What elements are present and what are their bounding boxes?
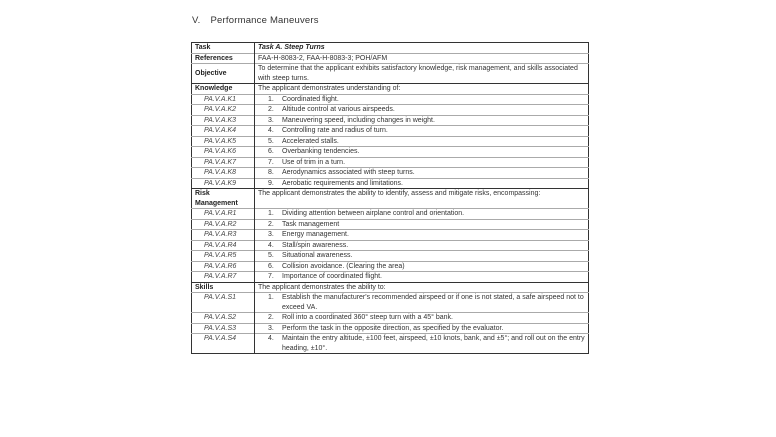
risk-management-element-line xyxy=(258,251,585,261)
risk-management-element-text xyxy=(255,240,589,251)
risk-management-element-code: PA.V.A.R4 xyxy=(192,240,255,251)
risk-management-intro-row xyxy=(192,189,589,209)
skills-element-text xyxy=(255,334,589,354)
risk-management-element-row xyxy=(192,230,589,241)
risk-management-element-text xyxy=(255,209,589,220)
knowledge-element-row xyxy=(192,126,589,137)
risk-management-element-code: PA.V.A.R2 xyxy=(192,219,255,230)
section-name: Performance Maneuvers xyxy=(210,15,319,26)
risk-management-element-row xyxy=(192,219,589,230)
references-value: FAA-H-8083-2, FAA-H-8083-3; POH/AFM xyxy=(255,53,589,64)
knowledge-element-number: 7. xyxy=(268,158,274,166)
risk-management-label-line2: Management xyxy=(195,199,238,207)
knowledge-element-number: 3. xyxy=(268,116,274,124)
acs-task-table xyxy=(191,42,589,354)
risk-management-element-row xyxy=(192,261,589,272)
risk-management-element-line xyxy=(258,241,585,251)
knowledge-element-code: PA.V.A.K5 xyxy=(192,136,255,147)
knowledge-element-description: Controlling rate and radius of turn. xyxy=(282,127,388,134)
skills-intro: The applicant demonstrates the ability to: xyxy=(255,282,589,293)
knowledge-element-code: PA.V.A.K1 xyxy=(192,94,255,105)
risk-management-element-number: 4. xyxy=(268,241,274,249)
knowledge-element-code: PA.V.A.K4 xyxy=(192,126,255,137)
skills-element-text xyxy=(255,293,589,313)
skills-element-description: Establish the manufacturer's recommended airspeed or if one is not stated, a safe airspeed not to exceed VA. xyxy=(282,294,584,311)
knowledge-element-description: Use of trim in a turn. xyxy=(282,158,346,166)
knowledge-element-line xyxy=(258,95,585,105)
risk-management-element-line xyxy=(258,262,585,272)
risk-management-element-description: Importance of coordinated flight. xyxy=(282,273,383,280)
knowledge-element-row xyxy=(192,105,589,116)
knowledge-element-row xyxy=(192,115,589,126)
references-row xyxy=(192,53,589,64)
knowledge-element-text xyxy=(255,105,589,116)
knowledge-intro: The applicant demonstrates understanding of: xyxy=(255,84,589,95)
knowledge-element-description: Accelerated stalls. xyxy=(282,137,339,145)
knowledge-element-line xyxy=(258,137,585,147)
knowledge-element-text xyxy=(255,94,589,105)
knowledge-element-description: Overbanking tendencies. xyxy=(282,148,360,155)
risk-management-element-text xyxy=(255,219,589,230)
section-title xyxy=(192,15,329,26)
skills-element-text xyxy=(255,313,589,324)
risk-management-element-line xyxy=(258,209,585,219)
knowledge-element-row xyxy=(192,94,589,105)
knowledge-element-description: Aerobatic requirements and limitations. xyxy=(282,179,404,187)
skills-intro-row xyxy=(192,282,589,293)
risk-management-element-code: PA.V.A.R7 xyxy=(192,272,255,283)
knowledge-element-number: 2. xyxy=(268,106,274,113)
skills-element-number: 4. xyxy=(268,335,274,342)
skills-element-row xyxy=(192,313,589,324)
knowledge-element-text xyxy=(255,178,589,189)
skills-element-code: PA.V.A.S4 xyxy=(192,334,255,354)
knowledge-element-code: PA.V.A.K6 xyxy=(192,147,255,158)
skills-element-row xyxy=(192,293,589,313)
skills-element-code: PA.V.A.S2 xyxy=(192,313,255,324)
skills-label: Skills xyxy=(192,282,255,293)
risk-management-intro: The applicant demonstrates the ability to identify, assess and mitigate risks, encompassing: xyxy=(255,189,589,209)
knowledge-element-number: 4. xyxy=(268,127,274,134)
risk-management-element-description: Energy management. xyxy=(282,231,349,238)
knowledge-element-row xyxy=(192,147,589,158)
risk-management-element-text xyxy=(255,251,589,262)
risk-management-element-number: 7. xyxy=(268,273,274,280)
skills-element-number: 2. xyxy=(268,314,274,321)
knowledge-element-text xyxy=(255,157,589,168)
risk-management-element-row xyxy=(192,251,589,262)
skills-element-row xyxy=(192,334,589,354)
knowledge-element-row xyxy=(192,157,589,168)
risk-management-element-text xyxy=(255,272,589,283)
knowledge-element-code: PA.V.A.K7 xyxy=(192,157,255,168)
knowledge-element-row xyxy=(192,136,589,147)
skills-element-row xyxy=(192,323,589,334)
risk-management-element-line xyxy=(258,272,585,282)
references-label: References xyxy=(192,53,255,64)
task-label: Task xyxy=(192,43,255,54)
skills-element-code: PA.V.A.S3 xyxy=(192,323,255,334)
knowledge-label: Knowledge xyxy=(192,84,255,95)
skills-element-line xyxy=(258,334,585,353)
objective-value: To determine that the applicant exhibits satisfactory knowledge, risk management, and skills associated with steep turns. xyxy=(255,64,589,84)
knowledge-element-text xyxy=(255,147,589,158)
knowledge-element-text xyxy=(255,136,589,147)
knowledge-element-line xyxy=(258,179,585,189)
objective-row xyxy=(192,64,589,84)
knowledge-element-description: Aerodynamics associated with steep turns. xyxy=(282,169,415,176)
knowledge-element-row xyxy=(192,178,589,189)
knowledge-element-number: 5. xyxy=(268,137,274,145)
risk-management-element-code: PA.V.A.R1 xyxy=(192,209,255,220)
task-row xyxy=(192,43,589,54)
risk-management-label-line1: Risk xyxy=(195,190,210,197)
skills-element-code: PA.V.A.S1 xyxy=(192,293,255,313)
risk-management-element-number: 1. xyxy=(268,210,274,217)
risk-management-element-code: PA.V.A.R6 xyxy=(192,261,255,272)
risk-management-element-row xyxy=(192,240,589,251)
risk-management-element-description: Stall/spin awareness. xyxy=(282,241,349,249)
knowledge-element-description: Altitude control at various airspeeds. xyxy=(282,106,395,113)
skills-element-description: Maintain the entry altitude, ±100 feet, airspeed, ±10 knots, bank, and ±5°; and roll out on the entry heading, ±10°. xyxy=(282,335,585,352)
skills-element-description: Perform the task in the opposite direction, as specified by the evaluator. xyxy=(282,324,504,332)
risk-management-element-code: PA.V.A.R3 xyxy=(192,230,255,241)
knowledge-element-line xyxy=(258,147,585,157)
risk-management-element-description: Collision avoidance. (Clearing the area) xyxy=(282,262,405,270)
knowledge-element-number: 6. xyxy=(268,148,274,155)
skills-element-number: 1. xyxy=(268,294,274,301)
knowledge-element-code: PA.V.A.K3 xyxy=(192,115,255,126)
skills-element-line xyxy=(258,293,585,312)
risk-management-element-row xyxy=(192,209,589,220)
knowledge-element-number: 8. xyxy=(268,169,274,176)
knowledge-element-description: Maneuvering speed, including changes in weight. xyxy=(282,116,435,124)
knowledge-element-number: 9. xyxy=(268,179,274,187)
risk-management-element-line xyxy=(258,230,585,240)
knowledge-intro-row xyxy=(192,84,589,95)
knowledge-element-line xyxy=(258,126,585,136)
skills-element-number: 3. xyxy=(268,324,274,332)
knowledge-element-row xyxy=(192,168,589,179)
knowledge-element-code: PA.V.A.K2 xyxy=(192,105,255,116)
knowledge-element-text xyxy=(255,168,589,179)
knowledge-element-text xyxy=(255,115,589,126)
risk-management-element-row xyxy=(192,272,589,283)
knowledge-element-description: Coordinated flight. xyxy=(282,95,339,103)
knowledge-element-number: 1. xyxy=(268,95,274,103)
risk-management-element-line xyxy=(258,220,585,230)
skills-element-description: Roll into a coordinated 360° steep turn with a 45° bank. xyxy=(282,314,453,321)
risk-management-element-number: 2. xyxy=(268,220,274,228)
knowledge-element-line xyxy=(258,158,585,168)
knowledge-element-code: PA.V.A.K8 xyxy=(192,168,255,179)
risk-management-element-number: 3. xyxy=(268,231,274,238)
knowledge-element-line xyxy=(258,105,585,115)
knowledge-element-line xyxy=(258,168,585,178)
risk-management-element-description: Situational awareness. xyxy=(282,252,353,259)
risk-management-label xyxy=(192,189,255,209)
section-numeral: V. xyxy=(192,15,201,26)
risk-management-element-number: 5. xyxy=(268,252,274,259)
risk-management-element-description: Dividing attention between airplane control and orientation. xyxy=(282,210,465,217)
skills-element-line xyxy=(258,324,585,334)
knowledge-element-line xyxy=(258,116,585,126)
objective-label: Objective xyxy=(192,64,255,84)
skills-element-text xyxy=(255,323,589,334)
task-value: Task A. Steep Turns xyxy=(258,44,325,51)
risk-management-element-code: PA.V.A.R5 xyxy=(192,251,255,262)
knowledge-element-code: PA.V.A.K9 xyxy=(192,178,255,189)
risk-management-element-text xyxy=(255,261,589,272)
knowledge-element-text xyxy=(255,126,589,137)
risk-management-element-description: Task management xyxy=(282,220,340,228)
skills-element-line xyxy=(258,313,585,323)
risk-management-element-text xyxy=(255,230,589,241)
risk-management-element-number: 6. xyxy=(268,262,274,270)
